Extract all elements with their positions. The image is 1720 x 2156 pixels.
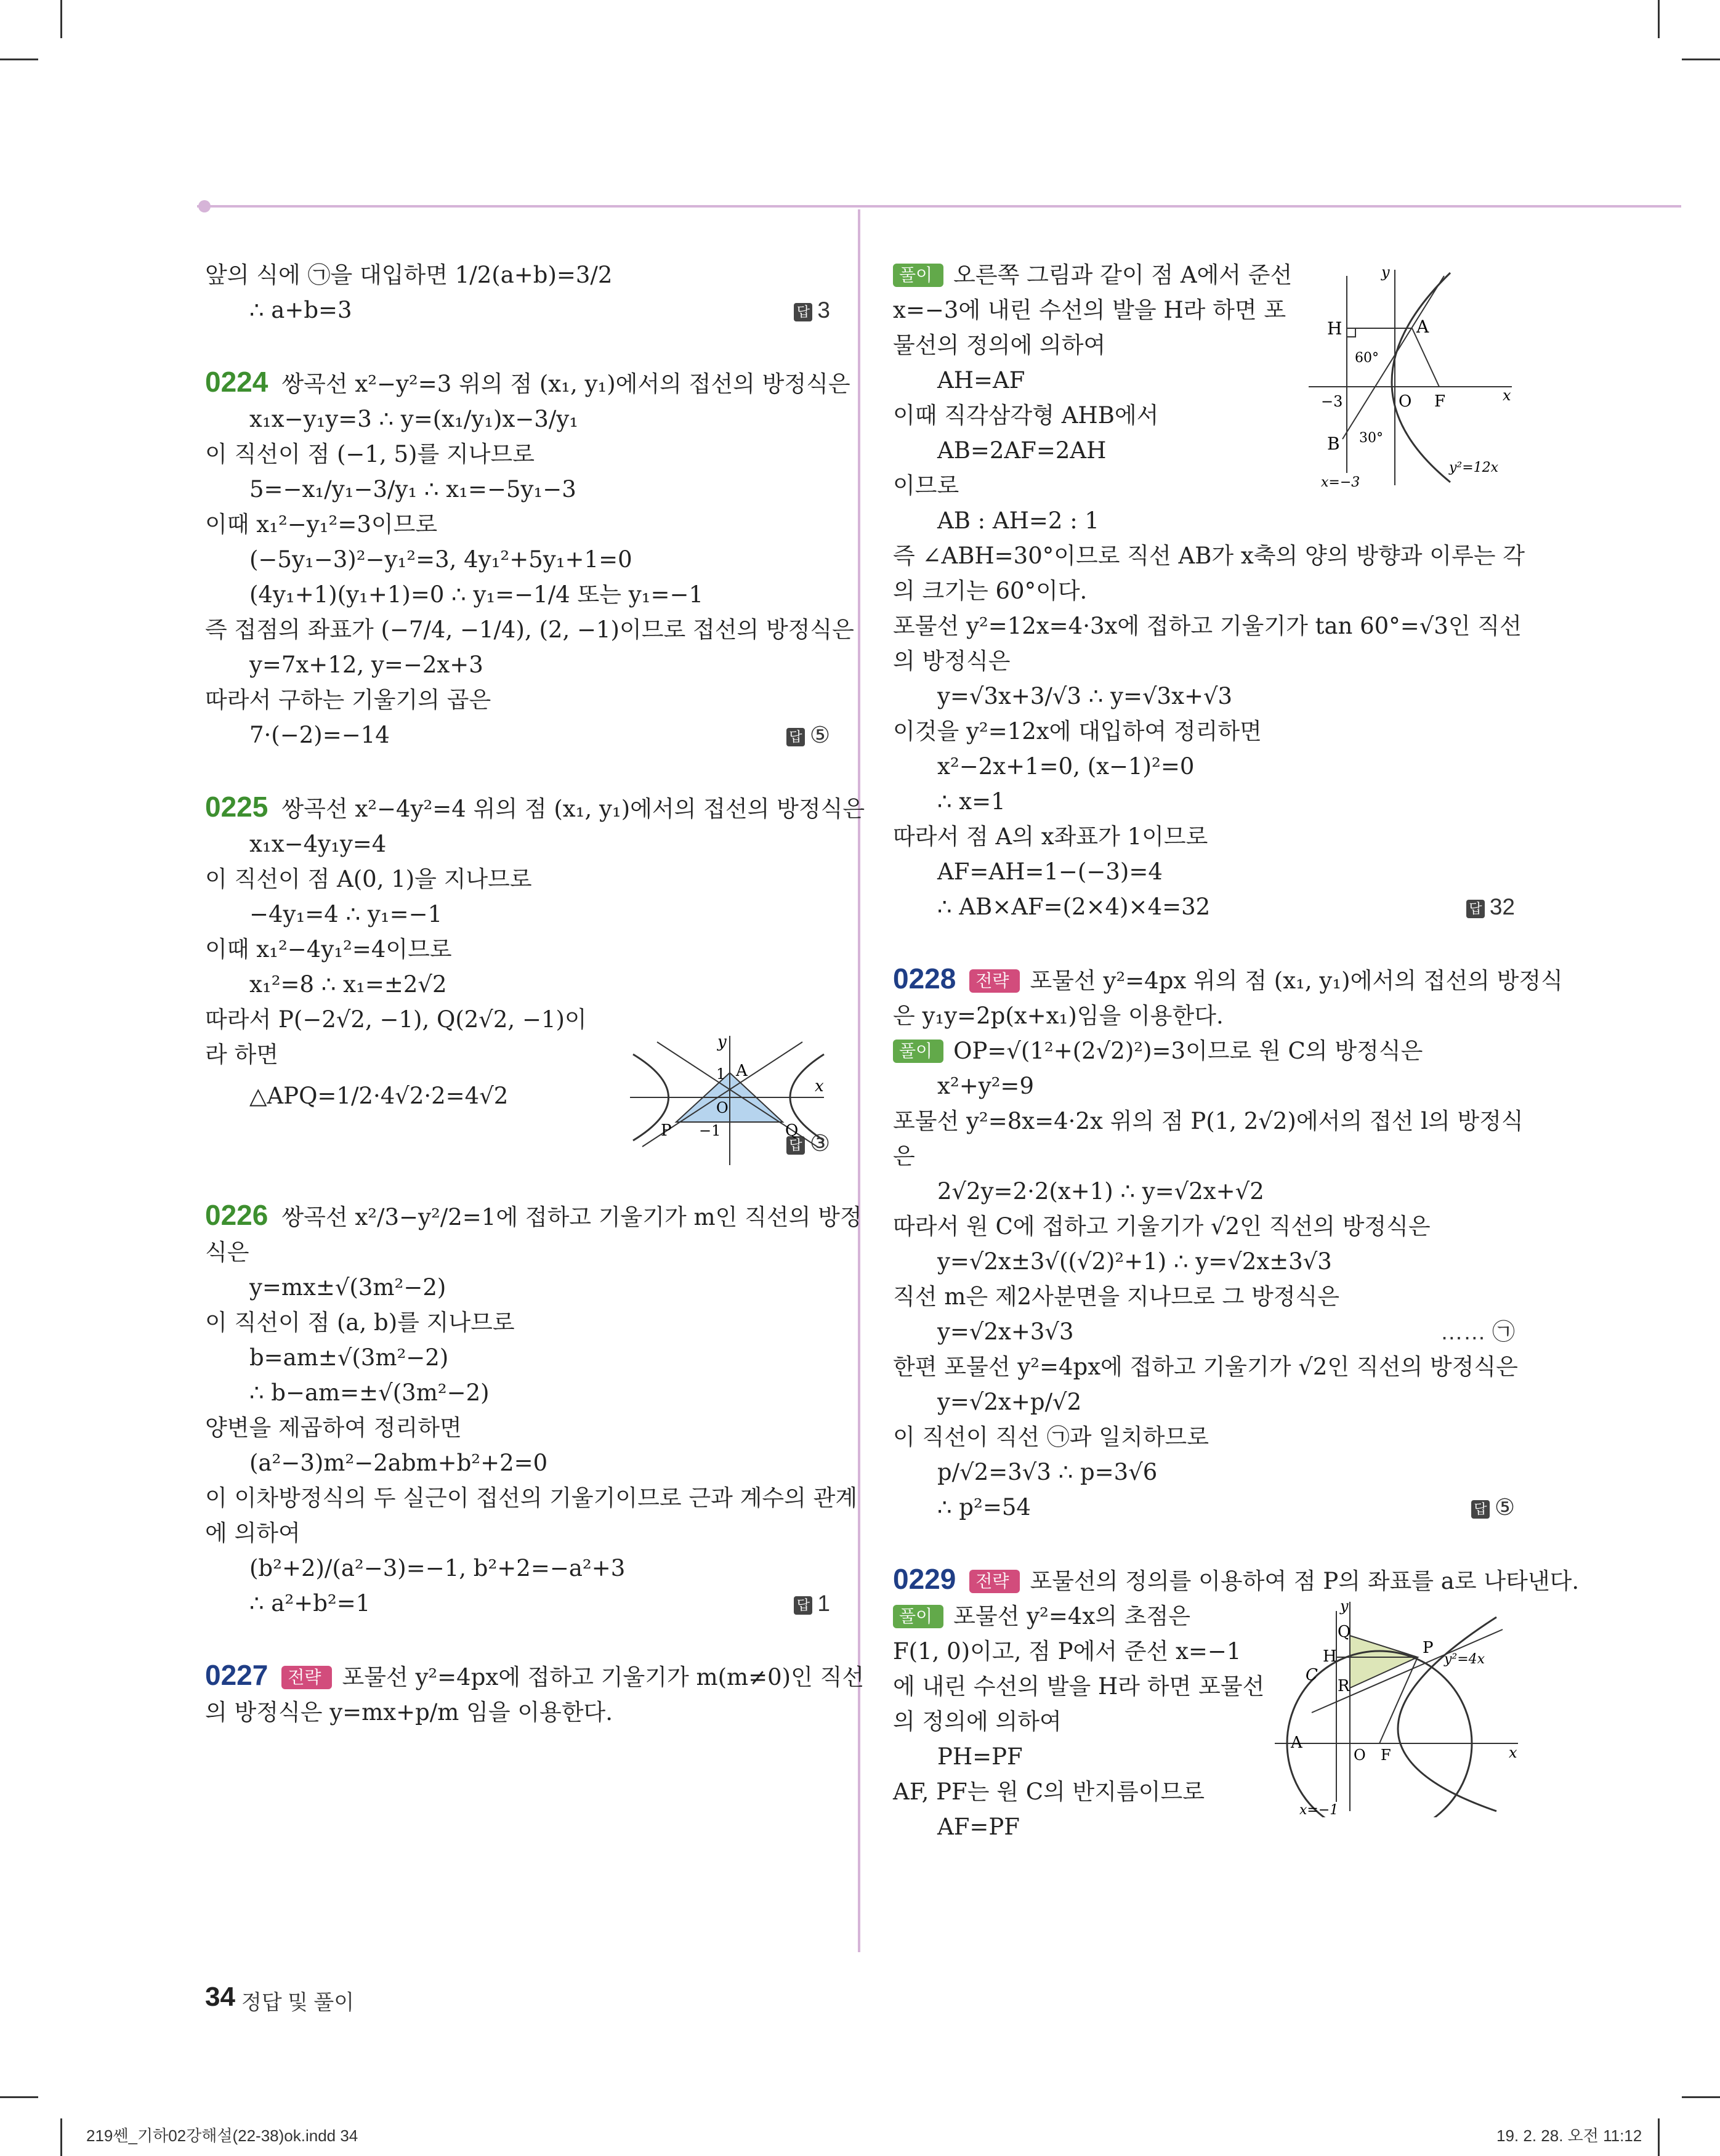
text-line: AH=AF — [937, 367, 1025, 394]
text-line: △APQ=1/2·4√2·2=4√2 — [249, 1083, 509, 1109]
answer-value: ⑤ — [1494, 1495, 1515, 1520]
text-line: 식은 — [205, 1239, 249, 1266]
fig-label: y²=4x — [1444, 1652, 1485, 1667]
fig-label: 60° — [1355, 350, 1379, 366]
segment-af — [1412, 328, 1439, 387]
text-line: ∴ x=1 — [937, 788, 1006, 815]
text-line: y=√3x+3/√3 ∴ y=√3x+√3 — [937, 683, 1233, 709]
text-line: 이때 직각삼각형 AHB에서 — [893, 402, 1159, 429]
page-number: 34 — [205, 1982, 235, 2012]
text-line: 포물선 y²=4px에 접하고 기울기가 m(m≠0)인 직선 — [342, 1664, 865, 1690]
answer-icon: 답 — [1466, 900, 1485, 918]
text-line: AB=2AF=2AH — [937, 437, 1107, 464]
text-line: (4y₁+1)(y₁+1)=0 ∴ y₁=−1/4 또는 y₁=−1 — [249, 581, 704, 608]
text-line: 쌍곡선 x²−4y²=4 위의 점 (x₁, y₁)에서의 접선의 방정식은 — [281, 796, 865, 822]
problem-number: 0224 — [205, 366, 268, 398]
text-line: 포물선의 정의를 이용하여 점 P의 좌표를 a로 나타낸다. — [1030, 1568, 1580, 1594]
right-angle-mark — [1347, 328, 1355, 337]
text-line: 양변을 제곱하여 정리하면 — [205, 1415, 462, 1441]
fig-label: y — [1340, 1599, 1349, 1615]
fig-label: R — [1338, 1677, 1350, 1695]
answer-icon: 답 — [794, 1596, 812, 1615]
text-line: 포물선 y²=12x=4·3x에 접하고 기울기가 tan 60°=√3인 직선 — [893, 613, 1522, 639]
text-line: ∴ a²+b²=1 — [249, 1590, 371, 1617]
answer-icon: 답 — [1471, 1500, 1490, 1519]
crop-mark — [60, 2118, 62, 2156]
text-line: x₁x−4y₁y=4 — [249, 831, 387, 857]
fig-label: 30° — [1359, 430, 1383, 446]
problem-number: 0228 — [893, 963, 956, 995]
tangent-line — [1312, 1629, 1503, 1713]
fig-label: P — [1423, 1639, 1434, 1657]
answer-mark — [1471, 1490, 1515, 1525]
text-line: 라 하면 — [205, 1041, 278, 1068]
text-line: 에 의하여 — [205, 1520, 301, 1546]
text-line: x₁x−y₁y=3 ∴ y=(x₁/y₁)x−3/y₁ — [249, 406, 579, 432]
header-rule — [197, 205, 1681, 208]
solution-0227 — [893, 257, 1525, 924]
solution-tag: 풀이 — [893, 264, 943, 287]
text-line: AF=PF — [937, 1814, 1020, 1840]
fig-label: −3 — [1321, 393, 1343, 410]
answer-value: 32 — [1489, 894, 1515, 919]
text-line: 이때 x₁²−4y₁²=4이므로 — [205, 936, 452, 963]
text-line: (−5y₁−3)²−y₁²=3, 4y₁²+5y₁+1=0 — [249, 546, 632, 573]
problem-0224 — [205, 365, 854, 753]
text-line: 의 방정식은 — [893, 648, 1011, 674]
text-line: 오른쪽 그림과 같이 점 A에서 준선 — [953, 262, 1293, 288]
text-line: AB : AH=2 : 1 — [937, 507, 1099, 534]
crop-mark — [1682, 59, 1720, 60]
fig-label: x=−3 — [1321, 475, 1360, 490]
problem-0228 — [893, 961, 1563, 1525]
text-line: OP=√(1²+(2√2)²)=3이므로 원 C의 방정식은 — [953, 1038, 1423, 1064]
text-line: 이때 x₁²−y₁²=3이므로 — [205, 511, 438, 538]
slug-date: 19. 2. 28. 오전 11:12 — [1496, 2126, 1642, 2145]
answer-value: 3 — [817, 297, 830, 323]
text-line: 직선 m은 제2사분면을 지나므로 그 방정식은 — [893, 1283, 1340, 1310]
text-line: x=−3에 내린 수선의 발을 H라 하면 포 — [893, 297, 1286, 323]
text-line: 따라서 점 A의 x좌표가 1이므로 — [893, 823, 1208, 850]
text-line: 앞의 식에 ㉠을 대입하면 1/2(a+b)=3/2 — [205, 262, 613, 288]
fig-label: F — [1381, 1746, 1391, 1764]
fig-label: C — [1306, 1666, 1318, 1684]
fig-label: x — [815, 1077, 824, 1096]
fig-label: O — [1354, 1746, 1366, 1764]
strategy-tag: 전략 — [281, 1666, 332, 1689]
text-line: 이므로 — [893, 472, 959, 499]
problem-0225 — [205, 789, 865, 1161]
text-line: (a²−3)m²−2abm+b²+2=0 — [249, 1450, 548, 1476]
problem-0226 — [205, 1198, 862, 1621]
fig-label: 1 — [716, 1065, 726, 1083]
text-line: (b²+2)/(a²−3)=−1, b²+2=−a²+3 — [249, 1555, 626, 1581]
text-line: 포물선 y²=8x=4·2x 위의 점 P(1, 2√2)에서의 접선 l의 방정식 — [893, 1108, 1524, 1134]
text-line: 이 직선이 직선 ㉠과 일치하므로 — [893, 1424, 1209, 1450]
text-line: 쌍곡선 x²/3−y²/2=1에 접하고 기울기가 m인 직선의 방정 — [281, 1204, 862, 1230]
text-line: x²−2x+1=0, (x−1)²=0 — [937, 753, 1195, 780]
text-line: ∴ a+b=3 — [249, 297, 352, 323]
text-line: 이 직선이 점 A(0, 1)을 지나므로 — [205, 866, 532, 892]
text-line: 이 직선이 점 (−1, 5)를 지나므로 — [205, 441, 535, 467]
fig-label: −1 — [699, 1122, 721, 1139]
parabola-circle-figure-0229 — [1275, 1599, 1521, 1817]
text-line: 은 — [893, 1143, 915, 1169]
text-line: PH=PF — [937, 1743, 1023, 1770]
text-line: 에 내린 수선의 발을 H라 하면 포물선 — [893, 1673, 1265, 1700]
problem-number: 0227 — [205, 1659, 268, 1691]
text-line: x₁²=8 ∴ x₁=±2√2 — [249, 971, 447, 998]
parabola-curve — [1392, 273, 1450, 482]
text-line: 따라서 P(−2√2, −1), Q(2√2, −1)이 — [205, 1006, 587, 1033]
text-line: AF, PF는 원 C의 반지름이므로 — [893, 1778, 1205, 1805]
text-line: y=√2x+3√3 — [937, 1318, 1074, 1345]
fig-label: O — [1399, 392, 1412, 411]
text-line: p/√2=3√3 ∴ p=3√6 — [937, 1459, 1158, 1485]
text-line: 포물선 y²=4x의 초점은 — [953, 1603, 1190, 1629]
text-line: 이 직선이 점 (a, b)를 지나므로 — [205, 1309, 515, 1336]
fig-label: Q — [1338, 1623, 1351, 1641]
text-line: y=7x+12, y=−2x+3 — [249, 652, 483, 678]
parabola-curve — [1398, 1617, 1496, 1811]
answer-value: 1 — [817, 1591, 830, 1616]
text-line: 7·(−2)=−14 — [249, 722, 390, 748]
strategy-tag: 전략 — [969, 969, 1020, 993]
text-line: AF=AH=1−(−3)=4 — [937, 858, 1163, 885]
answer-icon: 답 — [786, 1136, 805, 1155]
text-line: 5=−x₁/y₁−3/y₁ ∴ x₁=−5y₁−3 — [249, 476, 576, 503]
fig-label: x=−1 — [1299, 1803, 1339, 1817]
text-line: b=am±√(3m²−2) — [249, 1344, 449, 1371]
answer-icon: 답 — [794, 303, 812, 321]
text-line: y=√2x±3√((√2)²+1) ∴ y=√2x±3√3 — [937, 1248, 1332, 1275]
text-line: F(1, 0)이고, 점 P에서 준선 x=−1 — [893, 1638, 1242, 1665]
text-line: 2√2y=2·2(x+1) ∴ y=√2x+√2 — [937, 1178, 1264, 1205]
fig-label: F — [1434, 392, 1446, 411]
answer-icon: 답 — [786, 728, 805, 746]
fig-label: y — [717, 1033, 727, 1051]
answer-mark — [786, 717, 830, 753]
parabola-figure-0227 — [1309, 264, 1518, 491]
text-line: y=mx±√(3m²−2) — [249, 1274, 446, 1301]
right-column — [893, 257, 1580, 1844]
text-line: −4y₁=4 ∴ y₁=−1 — [249, 901, 443, 927]
fig-label: A — [736, 1062, 748, 1080]
text-line: 따라서 원 C에 접하고 기울기가 √2인 직선의 방정식은 — [893, 1213, 1431, 1240]
fig-label: x — [1509, 1744, 1517, 1761]
fig-label: H — [1327, 318, 1342, 339]
text-line: 의 정의에 의하여 — [893, 1708, 1062, 1735]
text-line: 즉 ∠ABH=30°이므로 직선 AB가 x축의 양의 방향과 이루는 각 — [893, 543, 1525, 569]
text-line: ∴ b−am=±√(3m²−2) — [249, 1379, 490, 1406]
fig-label: A — [1416, 317, 1429, 337]
fig-label: y — [1381, 264, 1390, 281]
crop-mark — [1658, 0, 1660, 38]
slug-filename: 219쎈_기하02강해설(22-38)ok.indd 34 — [86, 2126, 358, 2145]
solution-tag: 풀이 — [893, 1040, 943, 1063]
fig-label: B — [1327, 434, 1340, 454]
problem-number: 0225 — [205, 791, 268, 823]
problem-number: 0226 — [205, 1199, 268, 1231]
text-line: 한편 포물선 y²=4px에 접하고 기울기가 √2인 직선의 방정식은 — [893, 1354, 1518, 1380]
left-column — [205, 257, 865, 1730]
crop-mark — [0, 59, 38, 60]
text-line: 물선의 정의에 의하여 — [893, 332, 1106, 358]
crop-mark — [1682, 2096, 1720, 2098]
crop-mark — [0, 2096, 38, 2098]
equation-mark: …… ㉠ — [1440, 1319, 1515, 1344]
strategy-tag: 전략 — [969, 1570, 1020, 1593]
crop-mark — [1658, 2118, 1660, 2156]
text-line: ∴ AB×AF=(2×4)×4=32 — [937, 894, 1211, 920]
column-divider — [858, 209, 860, 1952]
fig-label: Q — [785, 1121, 799, 1140]
fig-label: y²=12x — [1449, 460, 1499, 475]
header-rule-dot — [198, 200, 211, 212]
text-line: 의 크기는 60°이다. — [893, 578, 1088, 604]
problem-number: 0229 — [893, 1563, 956, 1595]
text-line: y=√2x+p/√2 — [937, 1389, 1082, 1415]
answer-value: ⑤ — [809, 722, 830, 748]
answer-mark — [1466, 889, 1515, 924]
intro-block — [205, 257, 830, 328]
text-line: 따라서 구하는 기울기의 곱은 — [205, 687, 491, 713]
problem-0227 — [205, 1658, 865, 1730]
fig-label: O — [716, 1099, 729, 1116]
text-line: 쌍곡선 x²−y²=3 위의 점 (x₁, y₁)에서의 접선의 방정식은 — [281, 371, 850, 397]
answer-mark — [794, 293, 830, 328]
answer-mark — [794, 1586, 830, 1621]
text-line: ∴ p²=54 — [937, 1494, 1031, 1520]
text-line: 이것을 y²=12x에 대입하여 정리하면 — [893, 718, 1262, 745]
text-line: 포물선 y²=4px 위의 점 (x₁, y₁)에서의 접선의 방정식 — [1030, 967, 1563, 994]
text-line: 은 y₁y=2p(x+x₁)임을 이용한다. — [893, 1003, 1224, 1029]
fig-label: H — [1323, 1647, 1337, 1666]
text-line: x²+y²=9 — [937, 1073, 1034, 1099]
text-line: 이 이차방정식의 두 실근이 접선의 기울기이므로 근과 계수의 관계 — [205, 1485, 858, 1511]
solution-tag: 풀이 — [893, 1605, 943, 1628]
fig-label: x — [1503, 387, 1511, 404]
hyperbola-figure — [630, 1030, 827, 1171]
text-line: 즉 접점의 좌표가 (−7/4, −1/4), (2, −1)이므로 접선의 방정식은 — [205, 616, 854, 643]
text-line: 의 방정식은 y=mx+p/m 임을 이용한다. — [205, 1699, 613, 1726]
fig-label: P — [661, 1121, 672, 1140]
fig-label: A — [1291, 1734, 1302, 1752]
footer-label: 정답 및 풀이 — [241, 1991, 355, 2014]
problem-0229 — [893, 1562, 1580, 1844]
crop-mark — [60, 0, 62, 38]
answer-value: ③ — [809, 1131, 830, 1156]
